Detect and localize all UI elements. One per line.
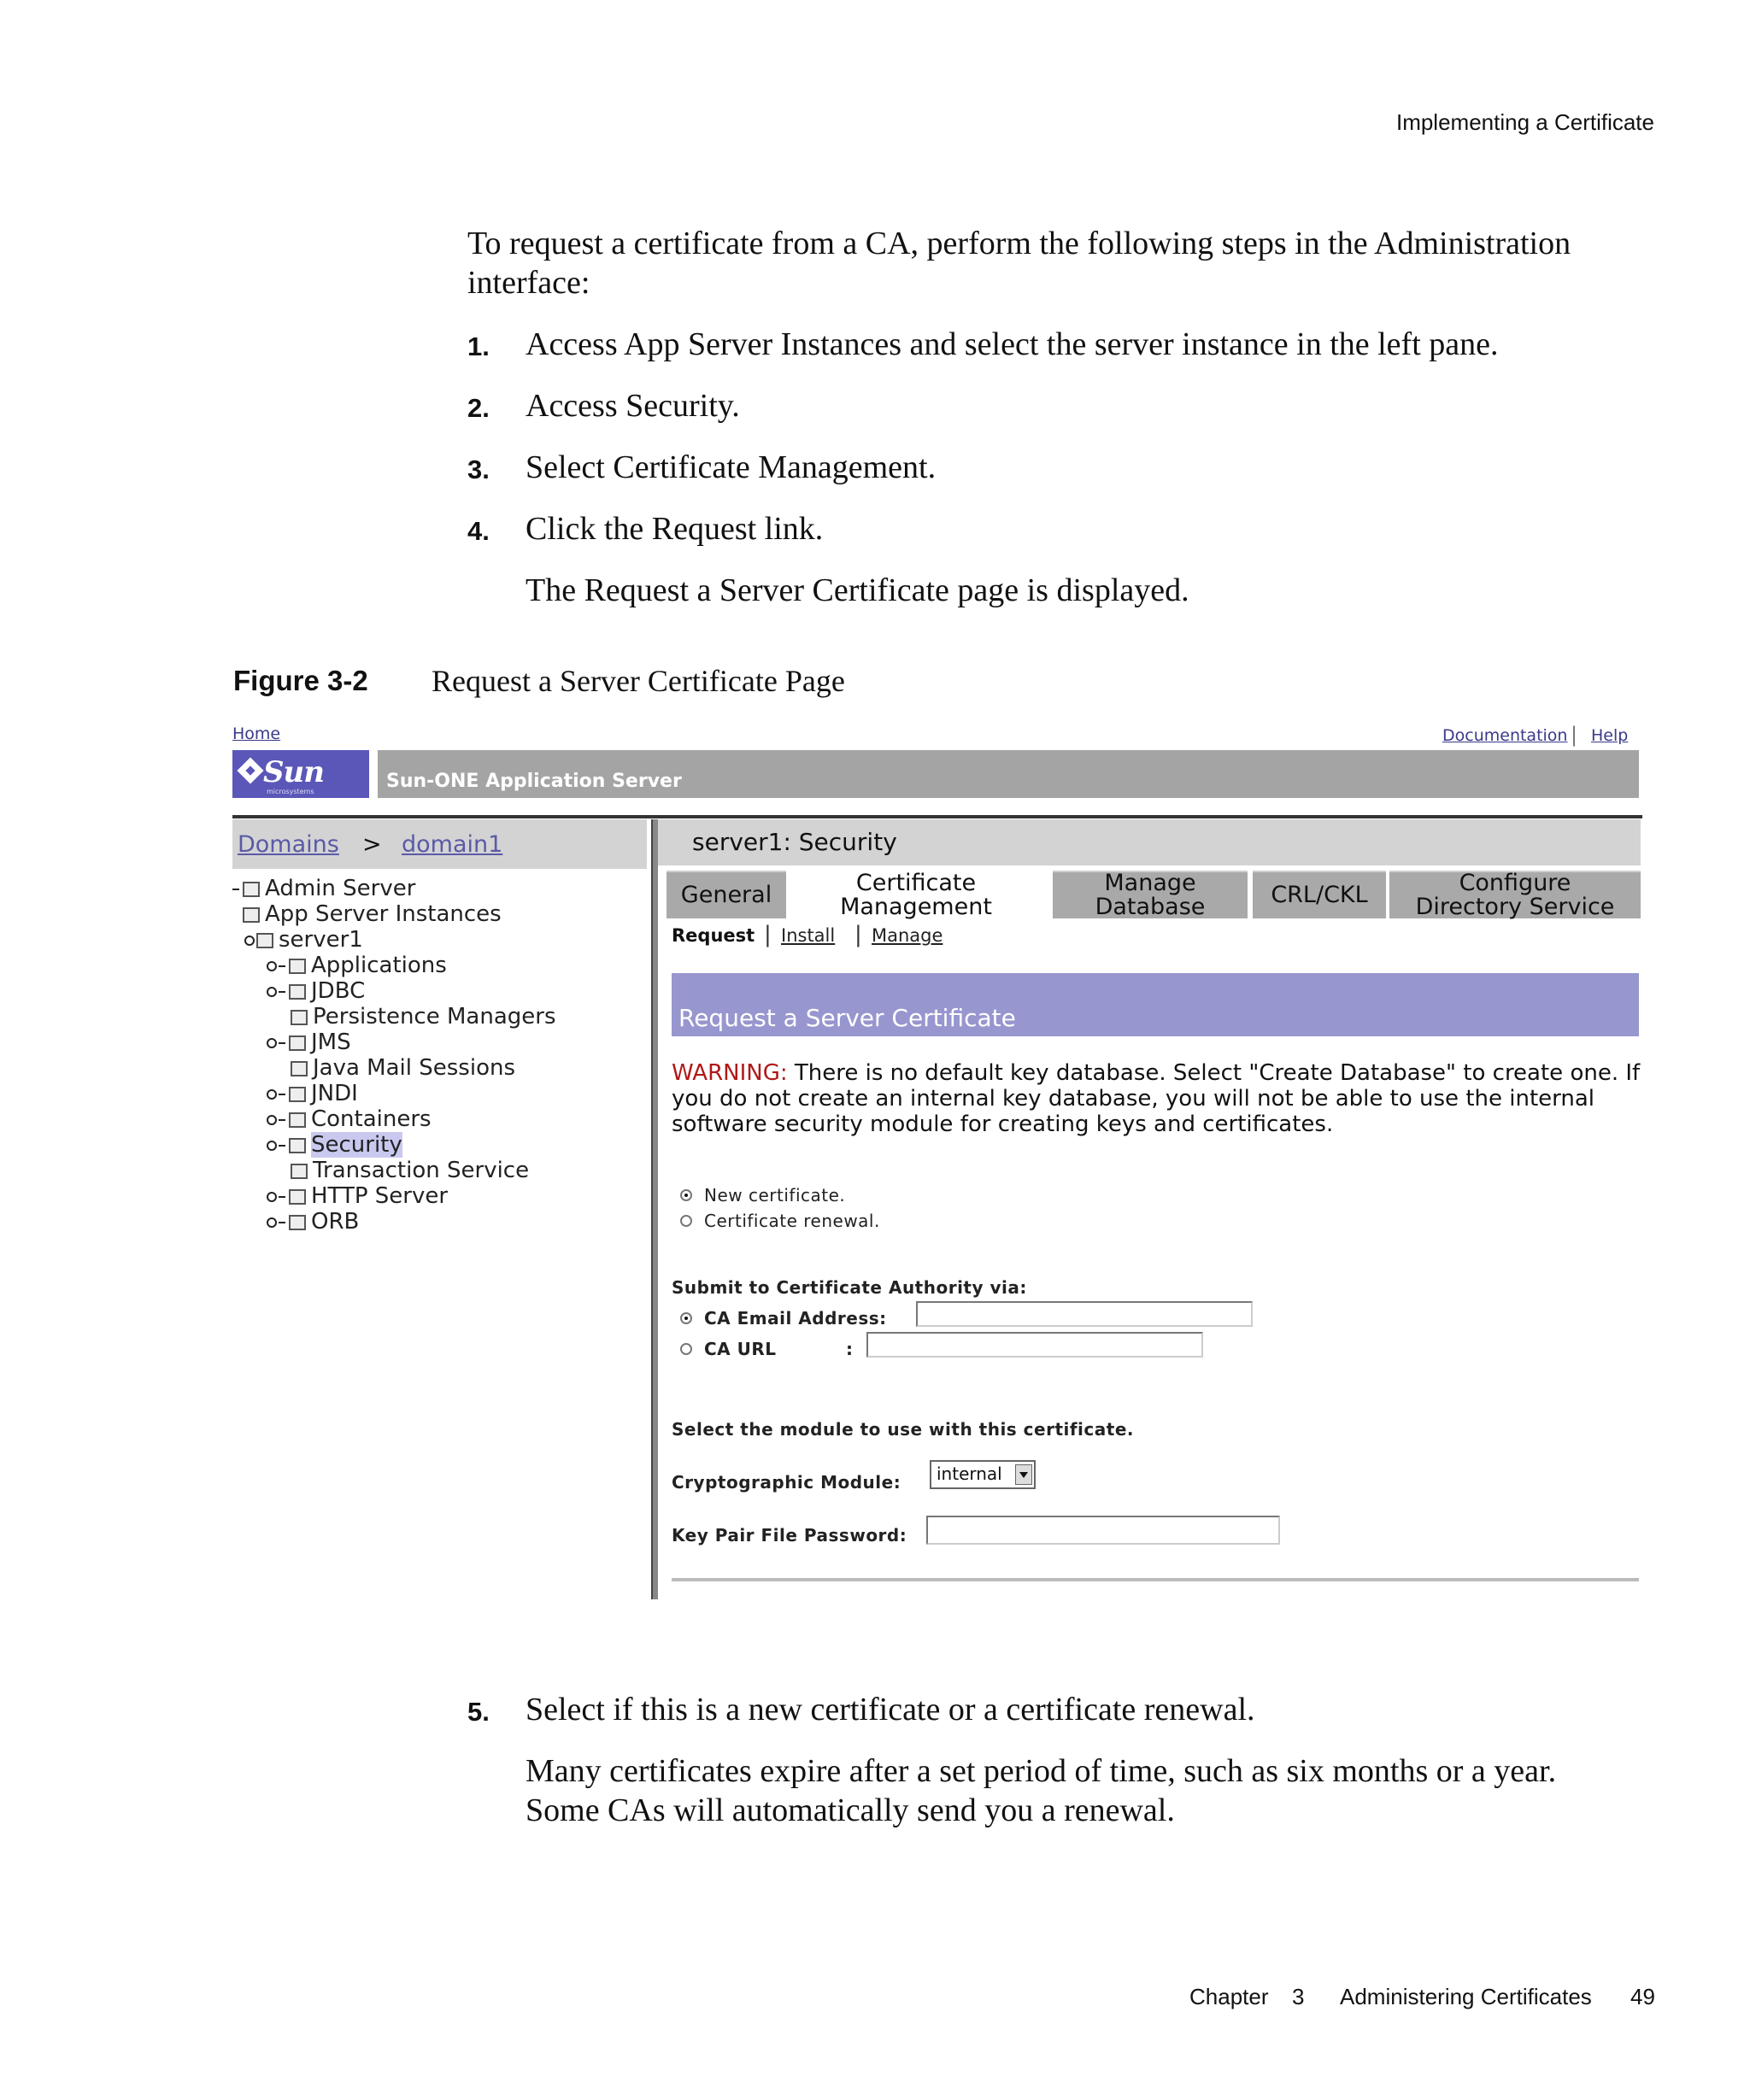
option-new-certificate[interactable]	[680, 1185, 845, 1205]
expand-icon[interactable]	[267, 987, 277, 997]
radio-selected-icon[interactable]	[680, 1312, 692, 1324]
footer-chapter-number: 3	[1292, 1984, 1305, 2009]
page-number: 49	[1630, 1984, 1655, 2009]
sun-diamond-icon	[237, 757, 263, 783]
tree-connector-icon	[279, 991, 285, 993]
dropdown-arrow-icon[interactable]	[1015, 1464, 1032, 1485]
module-prompt: Select the module to use with this certificate.	[672, 1419, 1134, 1440]
folder-icon	[291, 1010, 308, 1025]
step-number: 1.	[467, 331, 490, 361]
expand-icon[interactable]	[267, 1038, 277, 1048]
ca-url-label: CA URL	[704, 1339, 777, 1359]
pane-divider[interactable]	[651, 819, 658, 1599]
tab-label: Directory Service	[1415, 894, 1615, 920]
ca-url-field[interactable]	[866, 1332, 1203, 1358]
tab-label: General	[680, 882, 772, 908]
tree-label: Persistence Managers	[313, 1004, 556, 1029]
step-number: 2.	[467, 393, 490, 423]
warning-text: There is no default key database. Select "Create Database" to create one. If you do not create an internal key database, you will not be able to use the internal software security module for creating keys and certificates.	[672, 1060, 1641, 1137]
tab-label: Database	[1095, 894, 1206, 920]
folder-icon	[289, 1112, 306, 1128]
subnav-separator: |	[764, 922, 772, 947]
radio-icon[interactable]	[680, 1343, 692, 1355]
subnav-manage[interactable]: Manage	[872, 925, 943, 946]
figure-screenshot	[231, 719, 1641, 1599]
expand-icon[interactable]	[267, 1089, 277, 1100]
server-icon	[256, 933, 273, 948]
tree-item-admin-server[interactable]	[232, 876, 415, 901]
step-note-line: Many certificates expire after a set period of time, such as six months or a year.	[526, 1753, 1557, 1789]
tree-item-containers[interactable]	[267, 1106, 432, 1132]
tab-manage-database[interactable]	[1053, 871, 1248, 918]
server-icon	[243, 882, 260, 897]
radio-icon[interactable]	[680, 1215, 692, 1227]
tab-label: Management	[840, 894, 992, 920]
warning-label: WARNING:	[672, 1060, 788, 1086]
tree-label: Applications	[311, 953, 447, 978]
intro-paragraph: To request a certificate from a CA, perform the following steps in the Administration interface:	[467, 226, 1571, 301]
tree-label-selected: Security	[311, 1132, 402, 1158]
expand-icon[interactable]	[267, 961, 277, 971]
step-text: Select if this is a new certificate or a certificate renewal.	[526, 1692, 1255, 1728]
transaction-icon	[291, 1164, 308, 1179]
tree-item-app-server-instances[interactable]	[243, 901, 502, 927]
step-text: Click the Request link.	[526, 511, 824, 547]
tree-connector-icon	[279, 1196, 285, 1198]
tab-configure-directory-service[interactable]	[1389, 871, 1641, 918]
tree-item-jndi[interactable]	[267, 1081, 358, 1106]
tree-label: App Server Instances	[265, 901, 502, 927]
expand-icon[interactable]	[267, 1217, 277, 1228]
submit-label: Submit to Certificate Authority via:	[672, 1277, 1027, 1298]
section-banner	[672, 973, 1639, 1036]
breadcrumb-domain1[interactable]: domain1	[402, 831, 503, 858]
jndi-icon	[289, 1087, 306, 1102]
tree-label: JNDI	[311, 1081, 358, 1106]
product-name: Sun-ONE Application Server	[386, 771, 682, 792]
footer-chapter-word: Chapter	[1189, 1984, 1269, 2009]
tree-label: Containers	[311, 1106, 432, 1132]
help-link[interactable]: Help	[1591, 726, 1629, 745]
tree-connector-icon	[279, 1094, 285, 1095]
lock-icon	[289, 1138, 306, 1153]
globe-icon	[289, 1189, 306, 1205]
tree-connector-icon	[279, 1222, 285, 1223]
navigation-pane	[232, 819, 647, 1599]
breadcrumb-separator: >	[362, 831, 382, 858]
subnav-request[interactable]: Request	[672, 925, 755, 946]
step-note-line: Some CAs will automatically send you a renewal.	[526, 1792, 1175, 1828]
documentation-link[interactable]: Documentation	[1442, 726, 1568, 745]
option-certificate-renewal[interactable]	[680, 1211, 880, 1231]
form-bottom-divider	[672, 1578, 1639, 1581]
sun-logo-subtext: microsystems	[267, 788, 314, 795]
option-label: New certificate.	[704, 1185, 846, 1205]
tree-connector-icon	[279, 1119, 285, 1121]
home-link[interactable]: Home	[232, 724, 281, 743]
tree-item-server1[interactable]	[244, 927, 363, 953]
folder-icon	[243, 907, 260, 923]
tree-label: Java Mail Sessions	[313, 1055, 516, 1081]
tree-label: server1	[279, 927, 363, 953]
tree-connector-icon	[279, 965, 285, 967]
step-number: 3.	[467, 455, 490, 484]
figure-title: Request a Server Certificate Page	[432, 664, 845, 698]
ca-url-colon: :	[846, 1339, 854, 1359]
ca-email-label: CA Email Address:	[704, 1308, 887, 1329]
section-title: Request a Server Certificate	[678, 1004, 1016, 1032]
step-text: Select Certificate Management.	[526, 449, 937, 485]
database-icon	[289, 984, 306, 1000]
sun-logo-text: Sun	[263, 755, 324, 789]
breadcrumb-domains[interactable]: Domains	[238, 831, 339, 858]
crypto-module-label: Cryptographic Module:	[672, 1472, 901, 1493]
product-banner	[378, 750, 1639, 798]
tree-item-java-mail-sessions[interactable]	[291, 1055, 515, 1081]
tree-label: JMS	[311, 1029, 351, 1055]
tree-item-jdbc[interactable]	[267, 978, 365, 1004]
tab-label: CRL/CKL	[1271, 882, 1368, 908]
tree-item-security[interactable]	[267, 1132, 402, 1158]
tree-item-orb[interactable]	[267, 1209, 359, 1235]
tree-item-persistence-managers[interactable]	[291, 1004, 556, 1029]
step-note: The Request a Server Certificate page is displayed.	[526, 572, 1189, 608]
tree-item-jms[interactable]	[267, 1029, 351, 1055]
tab-general[interactable]	[667, 871, 786, 918]
tree-item-applications[interactable]	[267, 953, 447, 978]
title-bar	[658, 819, 1641, 865]
step-text: Access Security.	[526, 388, 740, 424]
crypto-module-value: internal	[937, 1464, 1002, 1484]
folder-icon	[289, 1035, 306, 1051]
breadcrumb	[232, 819, 647, 869]
footer-chapter-title: Administering Certificates	[1340, 1984, 1592, 2009]
tab-certificate-management[interactable]	[788, 871, 1044, 920]
link-separator: |	[1571, 723, 1578, 747]
tree-connector-icon	[232, 889, 239, 890]
expand-icon[interactable]	[267, 1192, 277, 1202]
tree-connector-icon	[279, 1145, 285, 1147]
expand-icon[interactable]	[267, 1115, 277, 1125]
folder-icon	[291, 1061, 308, 1076]
sun-logo	[232, 750, 369, 798]
subnav-separator: |	[854, 922, 862, 947]
warning-message	[672, 1060, 1646, 1137]
tree-label: HTTP Server	[311, 1183, 449, 1209]
figure-label: Figure 3-2	[233, 665, 368, 696]
tab-crl-ckl[interactable]	[1253, 871, 1386, 918]
option-ca-url[interactable]	[680, 1339, 777, 1359]
tree-item-transaction-service[interactable]	[291, 1158, 529, 1183]
tab-label: Certificate	[855, 870, 977, 896]
radio-selected-icon[interactable]	[680, 1189, 692, 1201]
key-pair-password-field[interactable]	[926, 1516, 1280, 1545]
step-text: Access App Server Instances and select the server instance in the left pane.	[526, 326, 1499, 362]
tab-label: Configure	[1459, 870, 1571, 896]
ca-email-field[interactable]	[916, 1301, 1253, 1327]
tab-label: Manage	[1104, 870, 1196, 896]
crypto-module-select[interactable]	[930, 1460, 1036, 1489]
tree-connector-icon	[279, 1042, 285, 1044]
step-number: 5.	[467, 1697, 490, 1727]
option-ca-email[interactable]	[680, 1308, 887, 1329]
option-label: Certificate renewal.	[704, 1211, 880, 1231]
page-heading: server1: Security	[692, 828, 897, 856]
tree-label: Transaction Service	[313, 1158, 530, 1183]
content-pane	[658, 819, 1641, 1599]
tree-label: JDBC	[311, 978, 366, 1004]
applications-icon	[289, 959, 306, 974]
header-divider	[232, 815, 1642, 818]
running-head: Implementing a Certificate	[1395, 109, 1654, 135]
tree-item-http-server[interactable]	[267, 1183, 448, 1209]
tree-label: ORB	[311, 1209, 360, 1235]
expand-icon[interactable]	[267, 1141, 277, 1151]
tree-label: Admin Server	[265, 876, 416, 901]
orb-icon	[289, 1215, 306, 1230]
expand-icon[interactable]	[244, 936, 255, 946]
key-pair-password-label: Key Pair File Password:	[672, 1525, 907, 1546]
subnav-install[interactable]: Install	[781, 925, 836, 946]
step-number: 4.	[467, 516, 490, 546]
